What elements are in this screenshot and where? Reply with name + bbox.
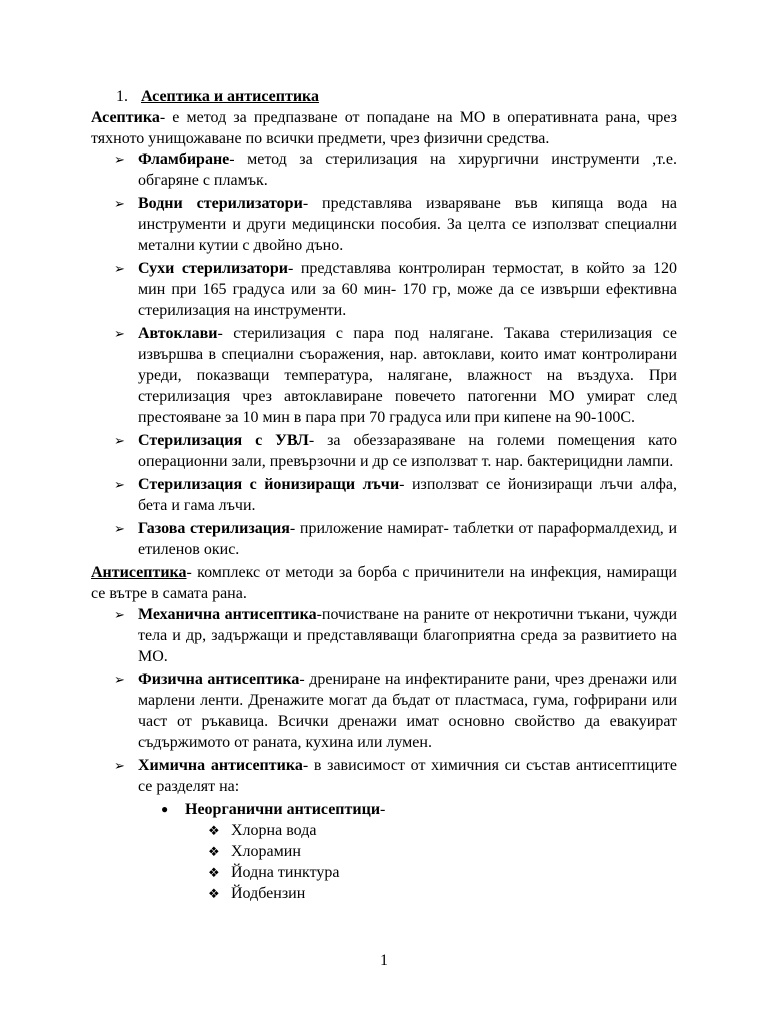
list-item (91, 430, 677, 472)
diamond-bullet-icon: ❖ (208, 886, 220, 901)
section-heading (91, 86, 677, 107)
subgroup-item (91, 883, 677, 904)
subgroup-item-text: Хлорамин (231, 843, 301, 860)
diamond-bullet-icon: ❖ (208, 823, 220, 838)
arrow-bullet-icon: ➢ (114, 758, 125, 773)
item-text: - използват се йонизиращи лъчи алфа, бета и гама лъчи. (138, 476, 677, 514)
item-term: Стерилизация с УВЛ (138, 432, 309, 449)
subgroup-item (91, 841, 677, 862)
item-term: Химична антисептика (138, 757, 303, 774)
list-item (91, 755, 677, 797)
arrow-bullet-icon: ➢ (114, 607, 125, 622)
subgroup-item (91, 820, 677, 841)
subgroup-item-text: Йодна тинктура (231, 864, 340, 881)
list-item (91, 323, 677, 428)
item-term: Газова стерилизация (138, 520, 290, 537)
item-text: -почистване на раните от некротични тъкани, чужди тела и др, задържащи и представляващи благоприятна среда за развитието на МО. (138, 606, 678, 665)
arrow-bullet-icon: ➢ (114, 152, 125, 167)
item-text: - за обеззаразяване на големи помещения като операционни зали, превързочни и др се използват т. нар. бактерицидни лампи. (138, 432, 677, 470)
arrow-bullet-icon: ➢ (114, 433, 125, 448)
antisepsis-text: - комплекс от методи за борба с причинители на инфекция, намиращи се вътре в самата рана. (91, 564, 677, 602)
list-item (91, 518, 677, 560)
asepsis-text: - е метод за предпазване от попадане на МО в оперативната рана, чрез тяхното унищожаване по всички предмети, чрез физични средства. (91, 109, 677, 147)
item-term: Физична антисептика (138, 671, 300, 688)
item-text: - стерилизация с пара под налягане. Такава стерилизация се извършва в специални съоражения, нар. автоклави, които имат контролирани уреди, показващи температура, налягане, влажност на въздуха. При стерилизация чрез автоклавиране повечето патогенни МО умират след престояване за 10 мин в пара при 70 градуса или при кипене на 90-100С. (138, 325, 677, 426)
item-term: Фламбиране (138, 151, 230, 168)
subgroup-list (91, 820, 677, 904)
item-text: - приложение намират- таблетки от параформалдехид, и етиленов окис. (138, 520, 678, 558)
item-term: Водни стерилизатори (138, 195, 303, 212)
antisepsis-list (91, 604, 677, 797)
list-item (91, 604, 677, 667)
item-term: Стерилизация с йонизиращи лъчи (138, 476, 400, 493)
section-title: Асептика и антисептика (141, 88, 320, 105)
asepsis-list (91, 149, 677, 560)
subgroup-item (91, 862, 677, 883)
page-number: 1 (380, 952, 388, 969)
arrow-bullet-icon: ➢ (114, 672, 125, 687)
arrow-bullet-icon: ➢ (114, 521, 125, 536)
antisepsis-definition (91, 562, 677, 604)
subgroup-suffix: - (380, 801, 386, 818)
subgroup-item-text: Йодбензин (231, 885, 306, 902)
list-item (91, 193, 677, 256)
arrow-bullet-icon: ➢ (114, 326, 125, 341)
subgroup-item-text: Хлорна вода (231, 822, 317, 839)
item-text: - метод за стерилизация на хирургични инструменти ,т.е. обгаряне с пламък. (138, 151, 677, 189)
item-term: Автоклави (138, 325, 218, 342)
arrow-bullet-icon: ➢ (114, 261, 125, 276)
list-item (91, 474, 677, 516)
arrow-bullet-icon: ➢ (114, 477, 125, 492)
antisepsis-term: Антисептика (91, 564, 187, 581)
diamond-bullet-icon: ❖ (208, 865, 220, 880)
item-term: Механична антисептика (138, 606, 317, 623)
diamond-bullet-icon: ❖ (208, 844, 220, 859)
subgroup-heading (91, 799, 677, 820)
list-item (91, 669, 677, 753)
item-text: - дрениране на инфектираните рани, чрез дренажи или марлени ленти. Дренажите могат да бъдат от пластмаса, гума, гофрирани или част от ръкавица. Всички дренажи имат основно свойство да евакуират съдържимото от раната, кухина или лумен. (138, 671, 677, 751)
item-text: - представлява изваряване във кипяща вода на инструменти и други медицински пособия. За целта се използват специални метални кутии с двойно дъно. (138, 195, 678, 254)
subgroup-label: Неорганични антисептици (185, 801, 381, 818)
arrow-bullet-icon: ➢ (114, 196, 125, 211)
item-term: Сухи стерилизатори (138, 260, 289, 277)
document-body (91, 86, 677, 904)
section-number: 1. (116, 88, 128, 105)
item-text: - в зависимост от химичния си състав антисептиците се разделят на: (138, 757, 677, 795)
item-text: - представлява контролиран термостат, в който за 120 мин при 165 градуса или за 60 мин- 170 гр, може да се извърши ефективна стерилизация на инструменти. (138, 260, 678, 319)
list-item (91, 149, 677, 191)
asepsis-definition (91, 107, 677, 149)
round-bullet-icon: ● (161, 802, 169, 816)
list-item (91, 258, 677, 321)
asepsis-term: Асептика (91, 109, 160, 126)
